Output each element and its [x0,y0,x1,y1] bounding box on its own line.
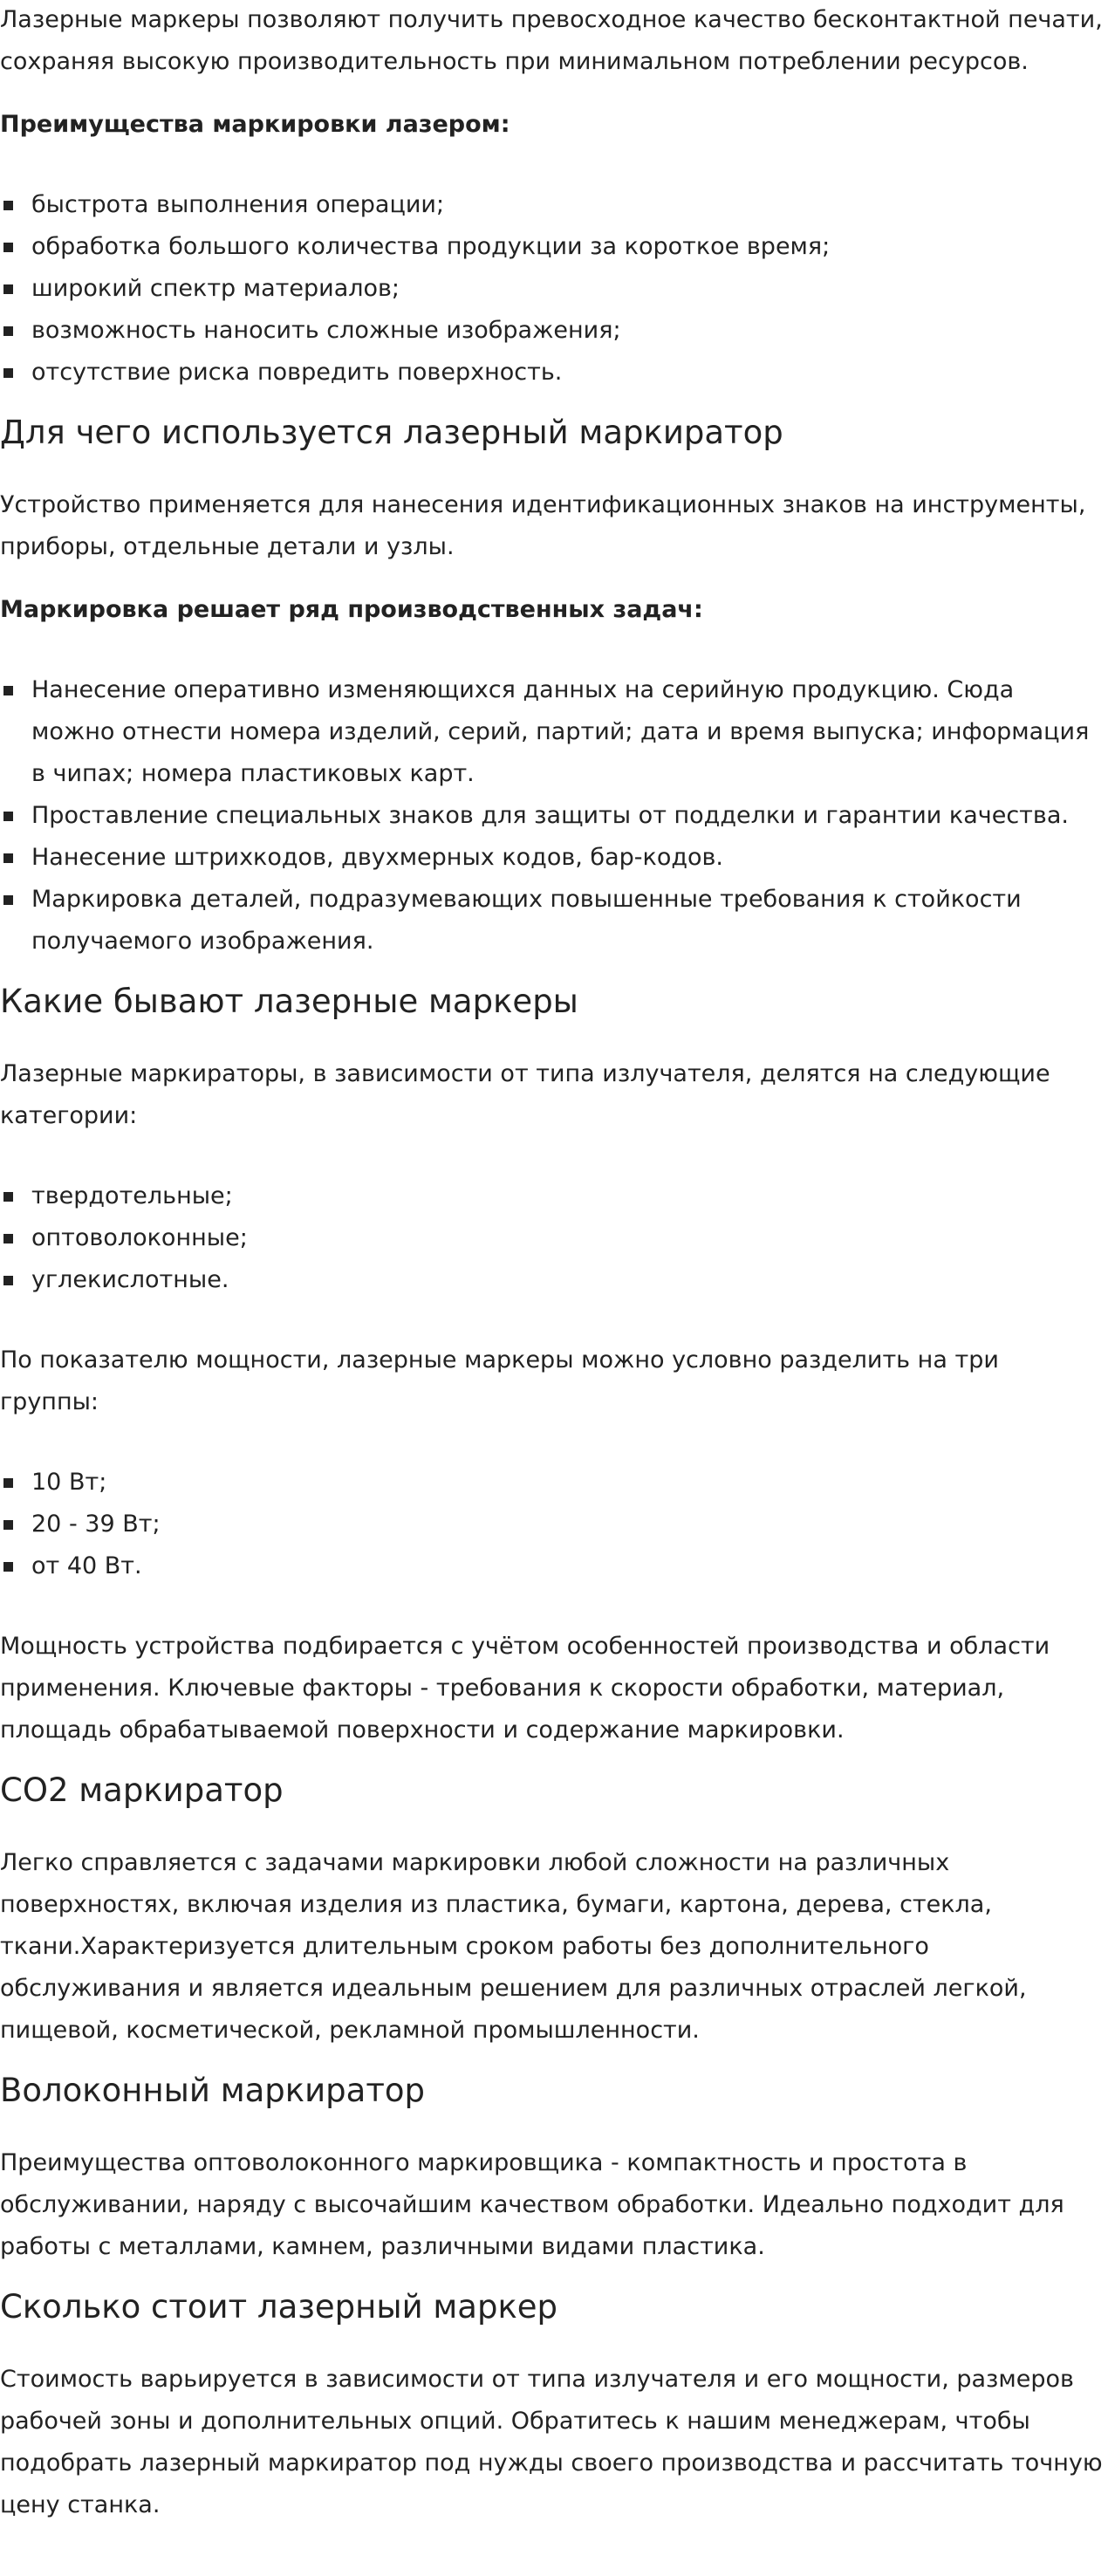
list-item: широкий спектр материалов; [31,268,1105,310]
tasks-list [0,669,1105,963]
list-item: обработка большого количества продукции за короткое время; [31,226,1105,268]
list-item: возможность наносить сложные изображения; [31,310,1105,352]
list-item: углекислотные. [31,1259,1105,1301]
list-item: отсутствие риска повредить поверхность. [31,352,1105,394]
usage-heading: Для чего используется лазерный маркиратор [0,414,783,451]
power-paragraph: По показателю мощности, лазерные маркеры можно условно разделить на три группы: [0,1346,999,1415]
list-item: Проставление специальных знаков для защиты от подделки и гарантии качества. [31,795,1105,837]
selection-paragraph: Мощность устройства подбирается с учётом особенностей производства и области применения. Ключевые факторы - требования к скорости обработки, материал, площадь обрабатываемой поверхности и содержание маркировки. [0,1633,1050,1744]
advantages-title: Преимущества маркировки лазером: [0,111,510,138]
list-item: Нанесение оперативно изменяющихся данных на серийную продукцию. Сюда можно отнести номера изделий, серий, партий; дата и время выпуска; информация в чипах; номера пластиковых карт. [31,669,1105,795]
list-item: 10 Вт; [31,1462,1105,1504]
list-item: оптоволоконные; [31,1217,1105,1259]
list-item: 20 - 39 Вт; [31,1504,1105,1545]
advantages-list [0,184,1105,394]
list-item: Нанесение штрихкодов, двухмерных кодов, бар-кодов. [31,837,1105,879]
types-paragraph: Лазерные маркираторы, в зависимости от типа излучателя, делятся на следующие категории: [0,1060,1050,1129]
tasks-title: Маркировка решает ряд производственных задач: [0,596,703,623]
power-groups-list [0,1462,1105,1587]
usage-paragraph: Устройство применяется для нанесения идентификационных знаков на инструменты, приборы, отдельные детали и узлы. [0,491,1086,560]
list-item: Маркировка деталей, подразумевающих повышенные требования к стойкости получаемого изображения. [31,879,1105,963]
list-item: твердотельные; [31,1175,1105,1217]
price-heading: Сколько стоит лазерный маркер [0,2288,558,2326]
list-item: от 40 Вт. [31,1545,1105,1587]
types-heading: Какие бывают лазерные маркеры [0,983,578,1020]
intro-paragraph: Лазерные маркеры позволяют получить превосходное качество бесконтактной печати, сохраняя высокую производительность при минимальном потреблении ресурсов. [0,6,1103,75]
fiber-paragraph: Преимущества оптоволоконного маркировщика - компактность и простота в обслуживании, наряду с высочайшим качеством обработки. Идеально подходит для работы с металлами, камнем, различными видами пластика. [0,2149,1064,2260]
co2-heading: CO2 маркиратор [0,1771,284,1809]
categories-list [0,1175,1105,1301]
list-item: быстрота выполнения операции; [31,184,1105,226]
price-paragraph: Стоимость варьируется в зависимости от типа излучателя и его мощности, размеров рабочей зоны и дополнительных опций. Обратитесь к нашим менеджерам, чтобы подобрать лазерный маркиратор под нужды своего производства и рассчитать точную цену станка. [0,2366,1103,2518]
fiber-heading: Волоконный маркиратор [0,2072,425,2109]
co2-paragraph: Легко справляется с задачами маркировки любой сложности на различных поверхностях, включая изделия из пластика, бумаги, картона, дерева, стекла, ткани.Характеризуется длительным сроком работы без дополнительного обслуживания и является идеальным решением для различных отраслей легкой, пищевой, косметической, рекламной промышленности. [0,1849,1027,2044]
